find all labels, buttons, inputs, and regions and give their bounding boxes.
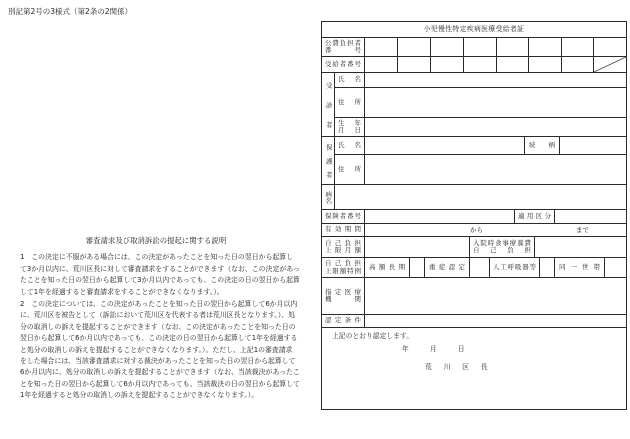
patient-section-label <box>322 73 335 137</box>
patient-address-value <box>365 88 627 118</box>
label-line: 入院時食事療養費 <box>473 238 531 247</box>
patient-name-label <box>335 73 365 88</box>
explanation-paragraph <box>20 299 300 402</box>
patient-name-value <box>365 73 627 88</box>
explanation-line: とを知った日の翌日から起算して6か月以内であっても、当該裁決の日の翌日から起算して <box>20 379 300 388</box>
issuer-name: 荒 川 区 長 <box>425 363 491 371</box>
guardian-relationship-value <box>560 137 627 155</box>
exception-item-value <box>470 258 490 278</box>
explanation-line: 6か月以内に、処分の取消しの訴えを提起することができます（なお、当該裁決があったこ <box>20 368 300 377</box>
label-line: 人工呼吸器等 <box>493 262 536 271</box>
recipient-number-label <box>322 57 365 73</box>
diagonal-slash <box>594 57 626 72</box>
exception-item-value <box>540 258 555 278</box>
label-line: 同一世帯 <box>559 262 600 271</box>
public-payer-number-digit-cell <box>594 38 627 57</box>
label-line: 自己負担 <box>473 246 531 254</box>
label-line: 上限額特例 <box>325 266 361 275</box>
form-number-caption: 別記第2号の3様式（第2条の2関係） <box>8 7 133 16</box>
applicable-category-value <box>555 210 627 224</box>
label-line: 番号 <box>325 46 361 54</box>
label-line: 氏名 <box>338 140 361 149</box>
explanation-line: て3か月以内に、荒川区長に対して審査請求をすることができます（なお、この決定があっ <box>20 264 300 273</box>
validity-period-label <box>322 224 365 237</box>
validity-period-value <box>365 224 627 237</box>
label-line: 続柄 <box>529 140 555 149</box>
recipient-number-void-cell <box>594 57 627 73</box>
recipient-number-digit-cell <box>398 57 431 73</box>
certificate-title: 小児慢性特定疾病医療受給者証 <box>322 22 627 38</box>
explanation-line: して1年を経過すると審査請求をすることができなくなります。）。 <box>20 287 224 296</box>
patient-birthdate-value <box>365 118 627 137</box>
exception-item-value <box>605 258 627 278</box>
explanation-line: 1 この決定に不服がある場合には、この決定があったことを知った日の翌日から起算し <box>20 253 294 261</box>
patient-birthdate-label <box>335 118 365 137</box>
certification-statement: 上記のとおり認定します。 <box>332 332 414 340</box>
exception-item-label <box>425 258 470 278</box>
public-payer-number-digit-cell <box>497 38 529 57</box>
explanation-line: 2 この決定については、この決定があったことを知った日の翌日から起算して6か月以内 <box>20 300 298 308</box>
certification-date-line: 年 月 日 <box>402 345 468 353</box>
label-line: 受給者番号 <box>325 59 361 68</box>
inpatient-meal-copay-label <box>470 237 535 258</box>
designated-institution-value <box>365 278 627 315</box>
certification-conditions-value <box>365 315 627 328</box>
label-line: 適用区分 <box>518 211 551 220</box>
explanation-line: 分の取消しの訴えを提起することができます（なお、この決定があったことを知った日の <box>20 322 296 331</box>
insurer-number-value <box>365 210 515 224</box>
exception-item-label <box>555 258 605 278</box>
explanation-line: に、荒川区を被告として（訴訟において荒川区を代表する者は荒川区長となります。）、処 <box>20 311 296 320</box>
exception-item-value <box>410 258 425 278</box>
label-line: 生年 <box>338 118 361 127</box>
exception-item-label <box>490 258 540 278</box>
label-line: 上限月額 <box>325 246 361 254</box>
label-line: 氏名 <box>338 75 361 84</box>
exception-item-label <box>365 258 410 278</box>
public-payer-number-digit-cell <box>431 38 464 57</box>
label-line: 有効期間 <box>325 225 361 234</box>
label-line: 認定条件 <box>325 316 361 325</box>
recipient-number-digit-cell <box>431 57 464 73</box>
recipient-number-digit-cell <box>529 57 562 73</box>
disease-name-label-text: 病名 <box>324 190 333 204</box>
label-line: 公費負担者 <box>325 38 361 47</box>
disease-name-label <box>322 185 335 210</box>
label-line: 住所 <box>338 164 361 173</box>
monthly-copay-limit-label <box>322 237 365 258</box>
explanation-paragraph <box>20 252 300 298</box>
guardian-section-label <box>322 137 335 185</box>
certification-conditions-label <box>322 315 365 328</box>
label-line: 月日 <box>338 126 361 134</box>
patient-address-label <box>335 88 365 118</box>
applicable-category-label <box>515 210 555 224</box>
explanation-line: をした場合には、当該審査請求に対する裁決があったことを知った日の翌日から起算して <box>20 356 296 365</box>
label-line: 指定医療 <box>325 287 361 296</box>
explanation-title: 審査請求及び取消訴訟の提起に関する説明 <box>85 236 227 245</box>
validity-from-text: から <box>470 226 483 234</box>
explanation-line: 1年を経過すると処分の取消しの訴えを提起することができなくなります。）。 <box>20 391 259 400</box>
guardian-relationship-label <box>525 137 560 155</box>
public-payer-number-digit-cell <box>562 38 594 57</box>
guardian-address-value <box>365 155 627 185</box>
monthly-copay-limit-value <box>365 237 470 258</box>
public-payer-number-digit-cell <box>464 38 497 57</box>
explanation-line: と処分の取消しの訴えを提起することができなくなります。）。ただし、上記1の審査請求 <box>20 345 293 354</box>
copay-limit-exception-label <box>322 258 365 278</box>
public-payer-number-label <box>322 38 365 57</box>
disease-name-value <box>335 185 627 210</box>
public-payer-number-digit-cell <box>529 38 562 57</box>
label-line: 自己負担 <box>325 238 361 247</box>
label-line: 住所 <box>338 97 361 106</box>
public-payer-number-digit-cell <box>398 38 431 57</box>
label-line: 高額長期 <box>369 262 405 271</box>
guardian-name-label <box>335 137 365 155</box>
label-line: 機関 <box>325 295 361 303</box>
insurer-number-label <box>322 210 365 224</box>
validity-to-text: まで <box>576 226 589 234</box>
recipient-number-digit-cell <box>562 57 594 73</box>
label-line: 保険者番号 <box>325 211 361 220</box>
guardian-address-label <box>335 155 365 185</box>
explanation-line: 翌日から起算して6か月以内であっても、この決定の日の翌日から起算して1年を経過する <box>20 334 298 343</box>
recipient-number-digit-cell <box>365 57 398 73</box>
recipient-number-digit-cell <box>497 57 529 73</box>
patient-section-label-text: 受診者 <box>324 81 333 128</box>
recipient-number-digit-cell <box>464 57 497 73</box>
public-payer-number-digit-cell <box>365 38 398 57</box>
certificate-form <box>321 21 627 410</box>
certification-footer <box>322 328 627 410</box>
label-line: 自己負担 <box>325 259 361 268</box>
guardian-section-label-text: 保護者 <box>324 143 333 178</box>
designated-institution-label <box>322 278 365 315</box>
inpatient-meal-copay-value <box>535 237 627 258</box>
explanation-line: たことを知った日の翌日から起算して3か月以内であっても、この決定の日の翌日から起算 <box>20 276 300 284</box>
label-line: 重症認定 <box>429 262 465 271</box>
guardian-name-value <box>365 137 525 155</box>
